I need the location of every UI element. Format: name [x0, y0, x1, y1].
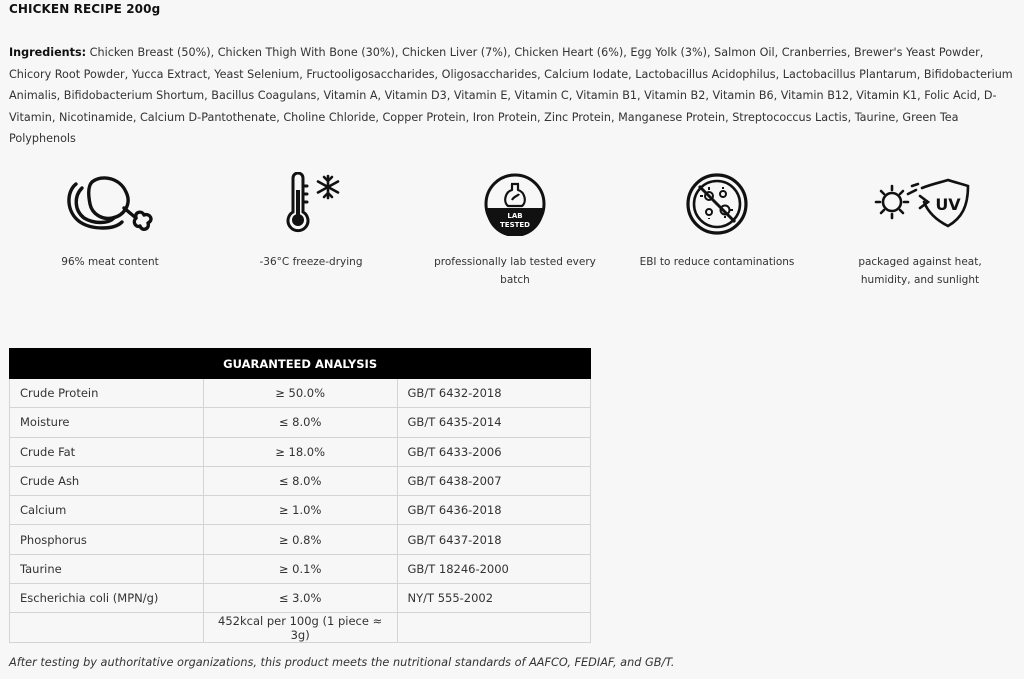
- table-header-cell: [397, 349, 590, 379]
- chicken-leg-icon: [62, 172, 158, 236]
- feature-caption: -36°C freeze-drying: [259, 256, 363, 268]
- test-standard: GB/T 18246-2000: [397, 554, 590, 583]
- empty-cell: [10, 613, 204, 642]
- nutrient-name: Phosphorus: [10, 525, 204, 554]
- table-row: [10, 496, 591, 525]
- nutrient-name: Crude Fat: [10, 437, 204, 466]
- test-standard: GB/T 6432-2018: [397, 379, 590, 408]
- nutrient-name: Crude Ash: [10, 466, 204, 495]
- badge-lab-text: LAB: [507, 212, 523, 220]
- nutrient-value: ≤ 3.0%: [203, 584, 397, 613]
- nutrient-value: ≤ 8.0%: [203, 408, 397, 437]
- table-row: [10, 437, 591, 466]
- feature-caption: 96% meat content: [61, 256, 159, 268]
- uv-text: UV: [935, 195, 961, 214]
- table-row: [10, 584, 591, 613]
- ingredients-label: Ingredients:: [9, 46, 87, 59]
- ingredients-paragraph: [9, 42, 1019, 150]
- nutrient-value: ≥ 0.8%: [203, 525, 397, 554]
- nutrient-name: Moisture: [10, 408, 204, 437]
- feature-caption: professionally lab tested every batch: [434, 256, 596, 286]
- feature-lab-tested: [415, 172, 615, 289]
- product-title: CHICKEN RECIPE 200g: [9, 2, 161, 16]
- feature-packaging: [820, 172, 1020, 289]
- table-row: [10, 408, 591, 437]
- nutrient-name: Crude Protein: [10, 379, 204, 408]
- nutrient-name: Escherichia coli (MPN/g): [10, 584, 204, 613]
- feature-meat-content: [10, 172, 210, 271]
- test-standard: GB/T 6437-2018: [397, 525, 590, 554]
- table-row: [10, 466, 591, 495]
- thermometer-snowflake-icon: [276, 172, 346, 236]
- table-row-energy: [10, 613, 591, 642]
- nutrient-value: ≥ 50.0%: [203, 379, 397, 408]
- badge-tested-text: TESTED: [500, 221, 530, 229]
- nutrient-name: Calcium: [10, 496, 204, 525]
- test-standard: GB/T 6438-2007: [397, 466, 590, 495]
- feature-freeze-drying: [211, 172, 411, 271]
- test-standard: GB/T 6436-2018: [397, 496, 590, 525]
- feature-caption: packaged against heat, humidity, and sunlight: [858, 256, 982, 286]
- table-row: [10, 379, 591, 408]
- standards-note: After testing by authoritative organizations, this product meets the nutritional standards of AAFCO, FEDIAF, and GB/T.: [9, 656, 675, 669]
- feature-caption: EBI to reduce contaminations: [639, 256, 795, 268]
- nutrient-value: ≥ 1.0%: [203, 496, 397, 525]
- nutrient-name: Taurine: [10, 554, 204, 583]
- empty-cell: [397, 613, 590, 642]
- test-standard: GB/T 6435-2014: [397, 408, 590, 437]
- table-row: [10, 554, 591, 583]
- table-row: [10, 525, 591, 554]
- table-header-title: GUARANTEED ANALYSIS: [203, 349, 397, 379]
- no-bacteria-icon: [685, 172, 749, 236]
- ingredients-list: Chicken Breast (50%), Chicken Thigh With Bone (30%), Chicken Liver (7%), Chicken Heart (6%), Egg Yolk (3%), Salmon Oil, Cranberries, Brewer's Yeast Powder, Chicory Root Powder, Yucca Extract, Yeast Selenium, Fructooligosaccharides, Oligosaccharides, Calcium Iodate, Lactobacillus Acidophilus, Lactobacillus Plantarum, Bifidobacterium Animalis, Bifidobacterium Shortum, Bacillus Coagulans, Vitamin A, Vitamin D3, Vitamin E, Vitamin C, Vitamin B1, Vitamin B2, Vitamin B6, Vitamin B12, Vitamin K1, Folic Acid, D-Vitamin, Nicotinamide, Calcium D-Pantothenate, Choline Chloride, Copper Protein, Iron Protein, Zinc Protein, Manganese Protein, Streptococcus Lactis, Taurine, Green Tea Polyphenols: [9, 46, 1013, 145]
- feature-ebi: [617, 172, 817, 271]
- guaranteed-analysis-table: [9, 348, 591, 643]
- nutrient-value: ≥ 0.1%: [203, 554, 397, 583]
- lab-tested-badge-icon: [483, 172, 547, 236]
- sun-uv-shield-icon: [868, 172, 972, 236]
- table-header-cell: [10, 349, 204, 379]
- table-header-row: [10, 349, 591, 379]
- test-standard: NY/T 555-2002: [397, 584, 590, 613]
- nutrient-value: ≤ 8.0%: [203, 466, 397, 495]
- energy-value: 452kcal per 100g (1 piece ≈ 3g): [203, 613, 397, 642]
- feature-icons-row: [0, 172, 1024, 302]
- test-standard: GB/T 6433-2006: [397, 437, 590, 466]
- nutrient-value: ≥ 18.0%: [203, 437, 397, 466]
